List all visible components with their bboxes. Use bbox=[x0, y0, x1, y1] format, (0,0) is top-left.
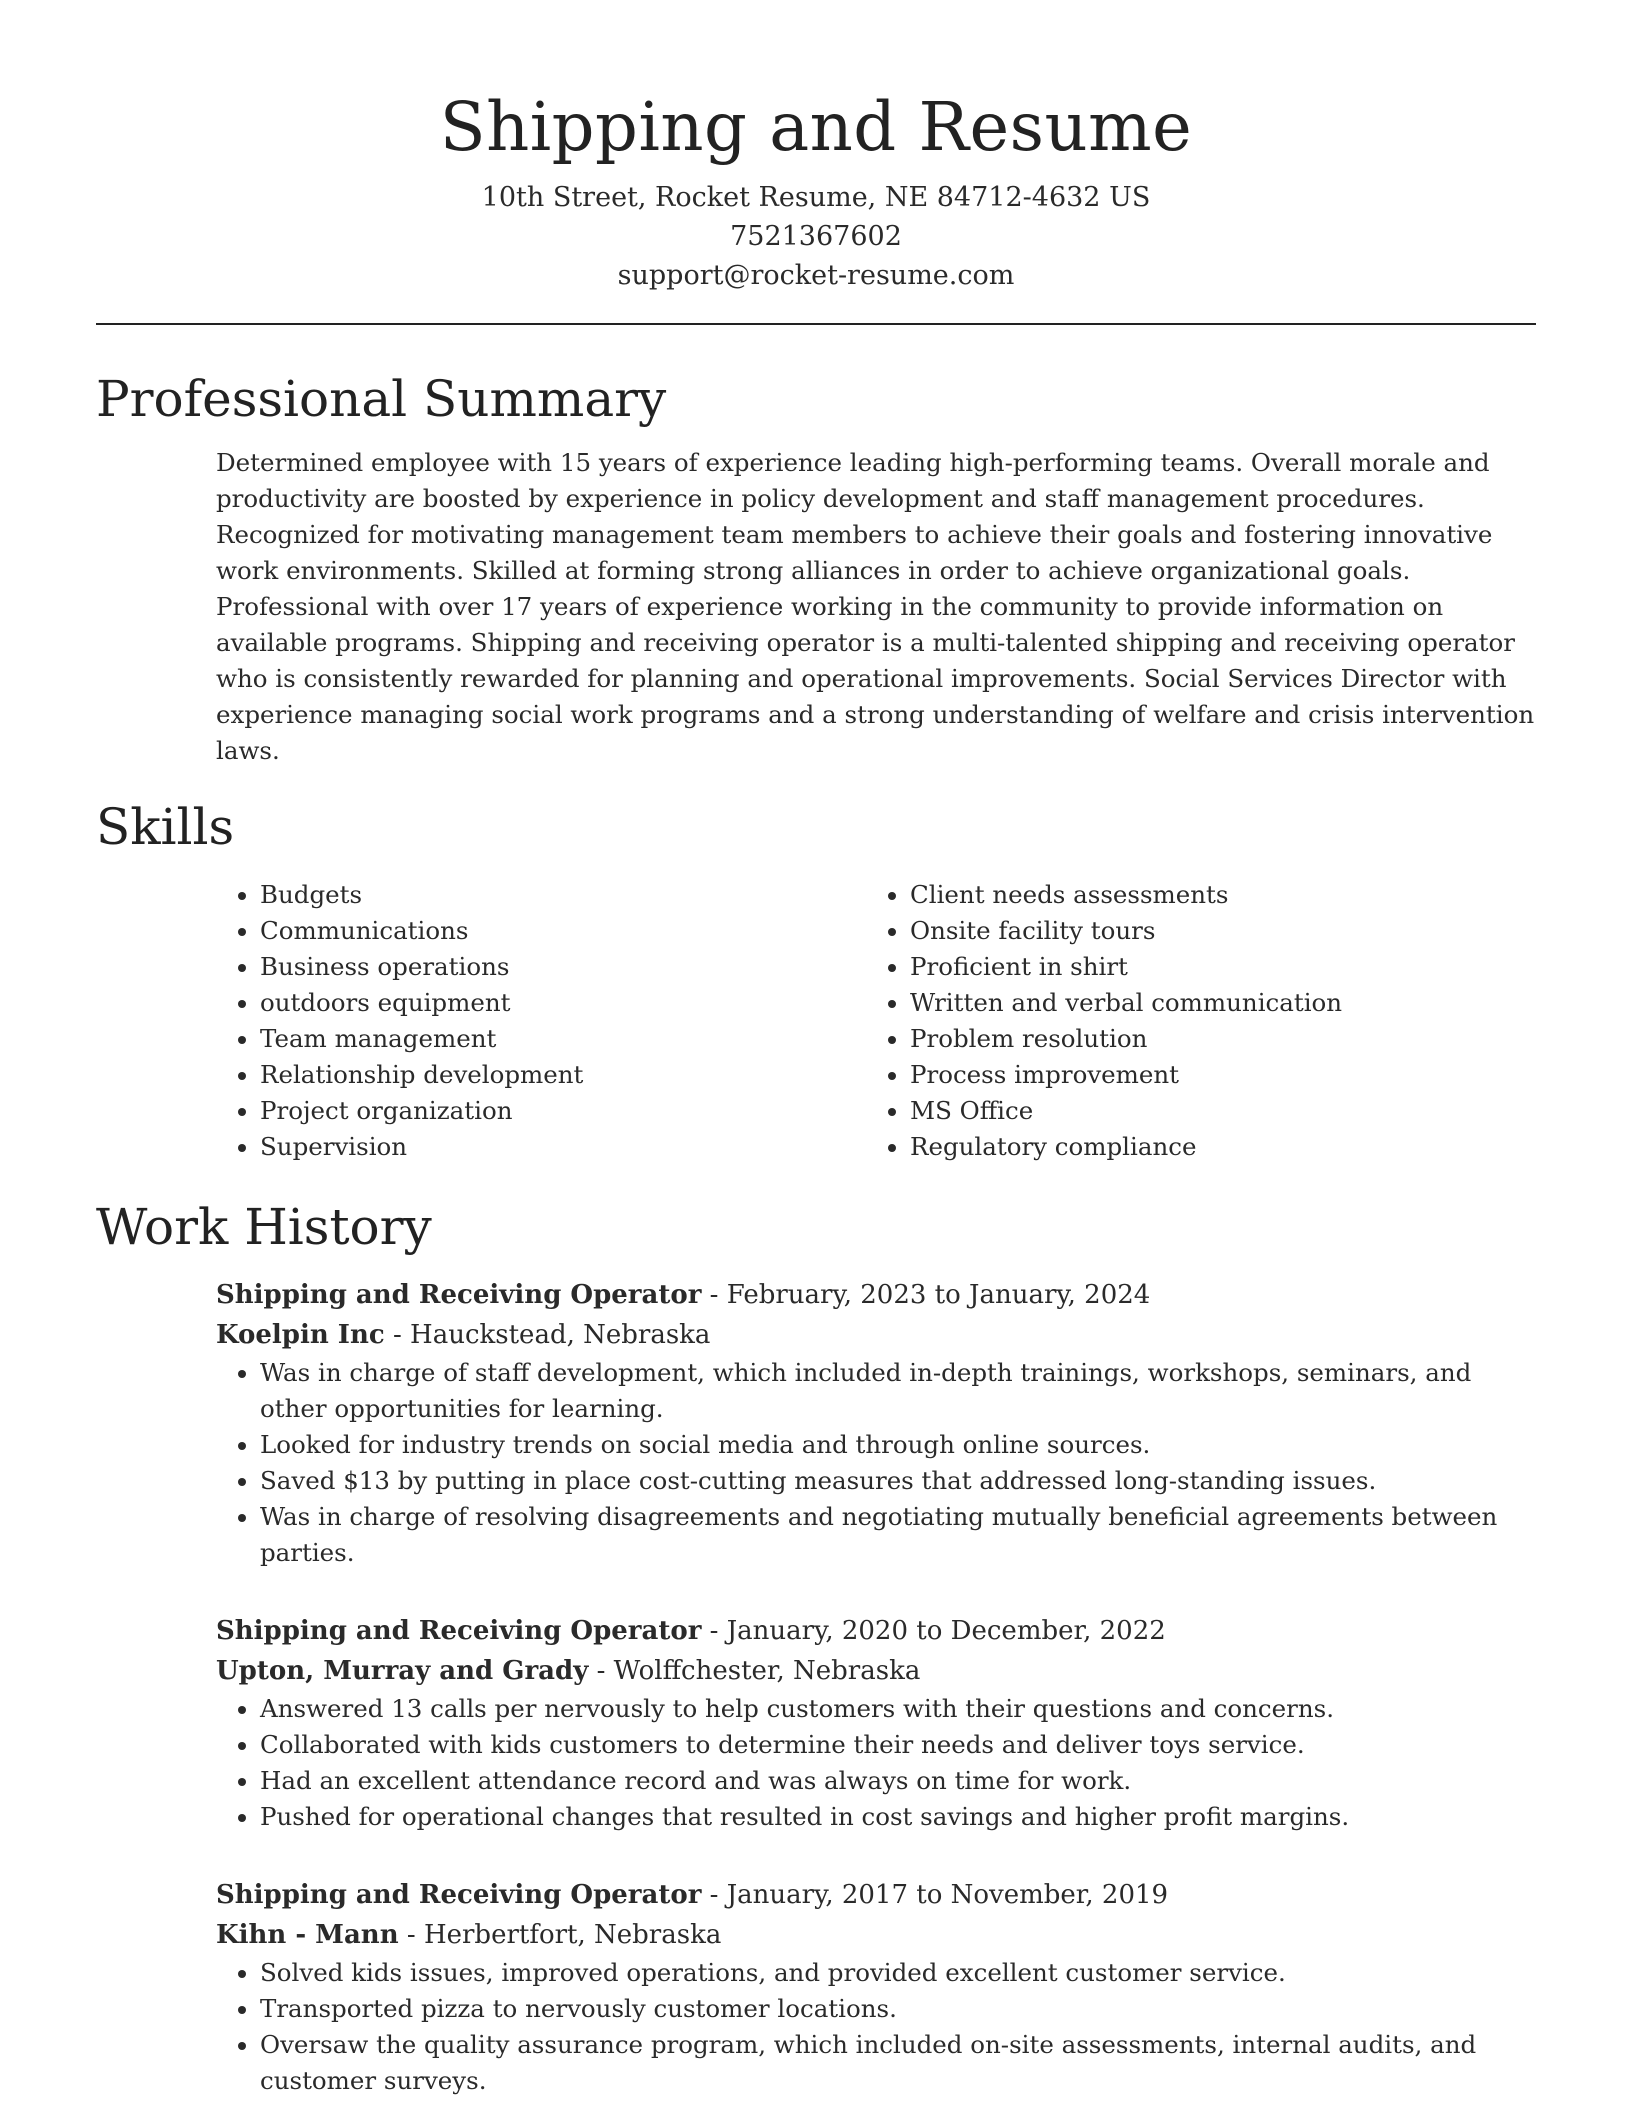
summary-section bbox=[96, 367, 1536, 769]
skills-list-right bbox=[866, 877, 1516, 1165]
job-dates: January, 2017 to November, 2019 bbox=[726, 1880, 1169, 1910]
job-dates: February, 2023 to January, 2024 bbox=[726, 1280, 1151, 1310]
job-company: Kihn - Mann bbox=[216, 1920, 399, 1950]
skill-item: • Regulatory compliance bbox=[910, 1129, 1516, 1165]
job-role: Shipping and Receiving Operator bbox=[216, 1880, 702, 1910]
skill-item: • Supervision bbox=[260, 1129, 866, 1165]
job-company-line: Kihn - Mann - Herbertfort, Nebraska bbox=[216, 1920, 722, 1950]
skill-item: • Written and verbal communication bbox=[910, 985, 1516, 1021]
job-title-line: Shipping and Receiving Operator - January, 2017 to November, 2019 bbox=[216, 1880, 1169, 1910]
skill-item: • Problem resolution bbox=[910, 1021, 1516, 1057]
resume-page bbox=[96, 0, 1536, 2099]
job-duty: • Pushed for operational changes that resulted in cost savings and higher profit margins. bbox=[260, 1799, 1536, 1835]
job-duties-list bbox=[216, 1955, 1536, 2099]
job-duty: • Answered 13 calls per nervously to help customers with their questions and concerns. bbox=[260, 1691, 1536, 1727]
contact-address: 10th Street, Rocket Resume, NE 84712-4632 US bbox=[481, 182, 1151, 213]
skills-title: Skills bbox=[96, 798, 235, 856]
job-duty: • Was in charge of staff development, which included in-depth trainings, workshops, seminars, and other opportunities for learning. bbox=[260, 1355, 1536, 1427]
contact-email[interactable]: support@rocket-resume.com bbox=[617, 260, 1015, 291]
skill-item: • Budgets bbox=[260, 877, 866, 913]
skills-section bbox=[96, 795, 1536, 1165]
job-entry bbox=[216, 1611, 1536, 1835]
skill-item: • Client needs assessments bbox=[910, 877, 1516, 913]
job-duty: • Solved kids issues, improved operations, and provided excellent customer service. bbox=[260, 1955, 1536, 1991]
summary-text: Determined employee with 15 years of experience leading high-performing teams. Overall morale and productivity are boosted by experience in policy development and staff management procedures. Recognized for motivating management team members to achieve their goals and fostering innovative work environments. Skilled at forming strong alliances in order to achieve organizational goals. Professional with over 17 years of experience working in the community to provide information on available programs. Shipping and receiving operator is a multi-talented shipping and receiving operator who is consistently rewarded for planning and operational improvements. Social Services Director with experience managing social work programs and a strong understanding of welfare and crisis intervention laws. bbox=[216, 448, 1535, 765]
skill-item: • Communications bbox=[260, 913, 866, 949]
skill-item: • Team management bbox=[260, 1021, 866, 1057]
resume-header bbox=[96, 0, 1536, 295]
job-company-line: Koelpin Inc - Hauckstead, Nebraska bbox=[216, 1320, 711, 1350]
job-dates: January, 2020 to December, 2022 bbox=[726, 1616, 1166, 1646]
job-company: Upton, Murray and Grady bbox=[216, 1656, 589, 1686]
job-duties-list bbox=[216, 1355, 1536, 1571]
skill-item: • outdoors equipment bbox=[260, 985, 866, 1021]
skills-list-left bbox=[216, 877, 866, 1165]
header-divider bbox=[96, 323, 1536, 325]
job-company-line: Upton, Murray and Grady - Wolffchester, Nebraska bbox=[216, 1656, 921, 1686]
contact-block bbox=[96, 178, 1536, 295]
skills-columns bbox=[216, 877, 1536, 1165]
skill-item: • Onsite facility tours bbox=[910, 913, 1516, 949]
summary-title: Professional Summary bbox=[96, 370, 667, 428]
job-entry bbox=[216, 1875, 1536, 2099]
job-duty: • Saved $13 by putting in place cost-cutting measures that addressed long-standing issues. bbox=[260, 1463, 1536, 1499]
skill-item: • Process improvement bbox=[910, 1057, 1516, 1093]
job-role: Shipping and Receiving Operator bbox=[216, 1616, 702, 1646]
job-location: Wolffchester, Nebraska bbox=[613, 1656, 921, 1686]
job-duty: • Transported pizza to nervously customer locations. bbox=[260, 1991, 1536, 2027]
contact-phone: 7521367602 bbox=[730, 221, 902, 252]
job-duty: • Oversaw the quality assurance program, which included on-site assessments, internal audits, and customer surveys. bbox=[260, 2027, 1536, 2099]
work-history-section bbox=[96, 1195, 1536, 2099]
job-duty: • Was in charge of resolving disagreements and negotiating mutually beneficial agreements between parties. bbox=[260, 1499, 1536, 1571]
candidate-name: Shipping and Resume bbox=[439, 88, 1193, 166]
job-role: Shipping and Receiving Operator bbox=[216, 1280, 702, 1310]
skill-item: • Proficient in shirt bbox=[910, 949, 1516, 985]
job-duty: • Looked for industry trends on social media and through online sources. bbox=[260, 1427, 1536, 1463]
job-title-line: Shipping and Receiving Operator - January, 2020 to December, 2022 bbox=[216, 1616, 1166, 1646]
skill-item: • Project organization bbox=[260, 1093, 866, 1129]
job-location: Hauckstead, Nebraska bbox=[410, 1320, 711, 1350]
work-history-title: Work History bbox=[96, 1198, 432, 1256]
job-duty: • Had an excellent attendance record and was always on time for work. bbox=[260, 1763, 1536, 1799]
job-location: Herbertfort, Nebraska bbox=[423, 1920, 722, 1950]
job-duties-list bbox=[216, 1691, 1536, 1835]
job-entry bbox=[216, 1275, 1536, 1571]
skills-column-right bbox=[866, 877, 1516, 1165]
job-title-line: Shipping and Receiving Operator - February, 2023 to January, 2024 bbox=[216, 1280, 1151, 1310]
skill-item: • Business operations bbox=[260, 949, 866, 985]
skill-item: • Relationship development bbox=[260, 1057, 866, 1093]
skills-column-left bbox=[216, 877, 866, 1165]
job-company: Koelpin Inc bbox=[216, 1320, 385, 1350]
skill-item: • MS Office bbox=[910, 1093, 1516, 1129]
job-duty: • Collaborated with kids customers to determine their needs and deliver toys service. bbox=[260, 1727, 1536, 1763]
